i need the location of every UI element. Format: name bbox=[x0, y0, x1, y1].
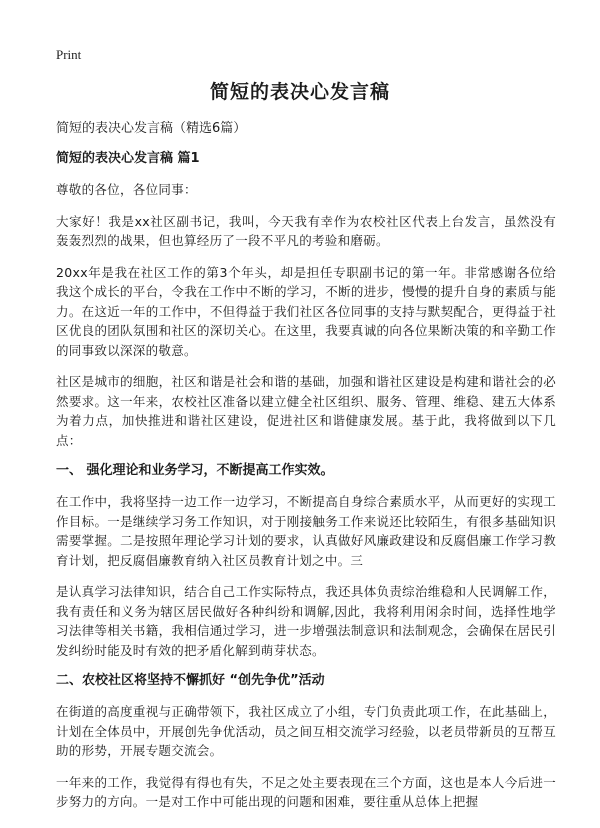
point-heading-2: 二、农校社区将坚持不懈抓好 “创先争优”活动 bbox=[56, 673, 325, 688]
paragraph-study: 在工作中，我将坚持一边工作一边学习，不断提高自身综合素质水平，从而更好的实现工作目标。一是继续学习务工作知识，对于刚接触务工作来说还比较陌生，有很多基础知识需要掌握。二是按照年理论学习计划的要求，认真做好风廉政建设和反腐倡廉工作学习教育计划，把反腐倡廉教育纳入社区员教育计划之中。三 bbox=[56, 494, 556, 568]
paragraph-summary: 一年来的工作，我觉得有得也有失，不足之处主要表现在三个方面，这也是本人今后进一步努力的方向。一是对工作中可能出现的问题和困难，要往重从总体上把握 bbox=[56, 774, 556, 809]
point-heading-1: 一、 强化理论和业务学习，不断提高工作实效。 bbox=[56, 463, 334, 478]
page-title: 简短的表决心发言稿 bbox=[209, 81, 390, 103]
print-link[interactable]: Print bbox=[56, 47, 82, 62]
document-subtitle: 简短的表决心发言稿（精选6篇） bbox=[56, 121, 247, 136]
paragraph-law: 是认真学习法律知识，结合自己工作实际特点，我还具体负责综治维稳和人民调解工作，我有责任和义务为辖区居民做好各种纠纷和调解,因此，我将利用闲余时间，选择性地学习法律等相关书籍，我相信通过学习，进一步增强法制意识和法制观念，会确保在居民引发纠纷时能及时有效的把矛盾化解到萌芽状态。 bbox=[56, 584, 556, 658]
article-body bbox=[56, 150, 556, 824]
paragraph-intro: 大家好！我是xx社区副书记，我叫，今天我有幸作为农校社区代表上台发言，虽然没有轰轰烈烈的战果，但也算经历了一段不平凡的考验和磨砺。 bbox=[56, 213, 556, 248]
paragraph-activity: 在街道的高度重视与正确带领下，我社区成立了小组，专门负责此项工作，在此基础上，计划在全体员中，开展创先争优活动，员之间互相交流学习经验，以老员带新员的互帮互助的形势，开展专题交流会。 bbox=[56, 704, 556, 758]
greeting: 尊敬的各位，各位同事： bbox=[56, 182, 197, 197]
paragraph-community: 社区是城市的细胞，社区和谐是社会和谐的基础，加强和谐社区建设是构建和谐社会的必然要求。这一年来，农校社区准备以建立健全社区组织、服务、管理、维稳、建五大体系为着力点，加快推进和谐社区建设，促进社区和谐健康发展。基于此，我将做到以下几点： bbox=[56, 374, 556, 448]
paragraph-year: 20xx年是我在社区工作的第3个年头，却是担任专职副书记的第一年。非常感谢各位给我这个成长的平台，令我在工作中不断的学习，不断的进步，慢慢的提升自身的素质与能力。在这近一年的工作中，不但得益于我们社区各位同事的支持与默契配合，更得益于社区优良的团队氛围和社区的深切关心。在这里，我要真诚的向各位果断决策的和辛勤工作的同事致以深深的敬意。 bbox=[56, 264, 556, 358]
section-heading: 简短的表决心发言稿 篇1 bbox=[56, 151, 200, 166]
